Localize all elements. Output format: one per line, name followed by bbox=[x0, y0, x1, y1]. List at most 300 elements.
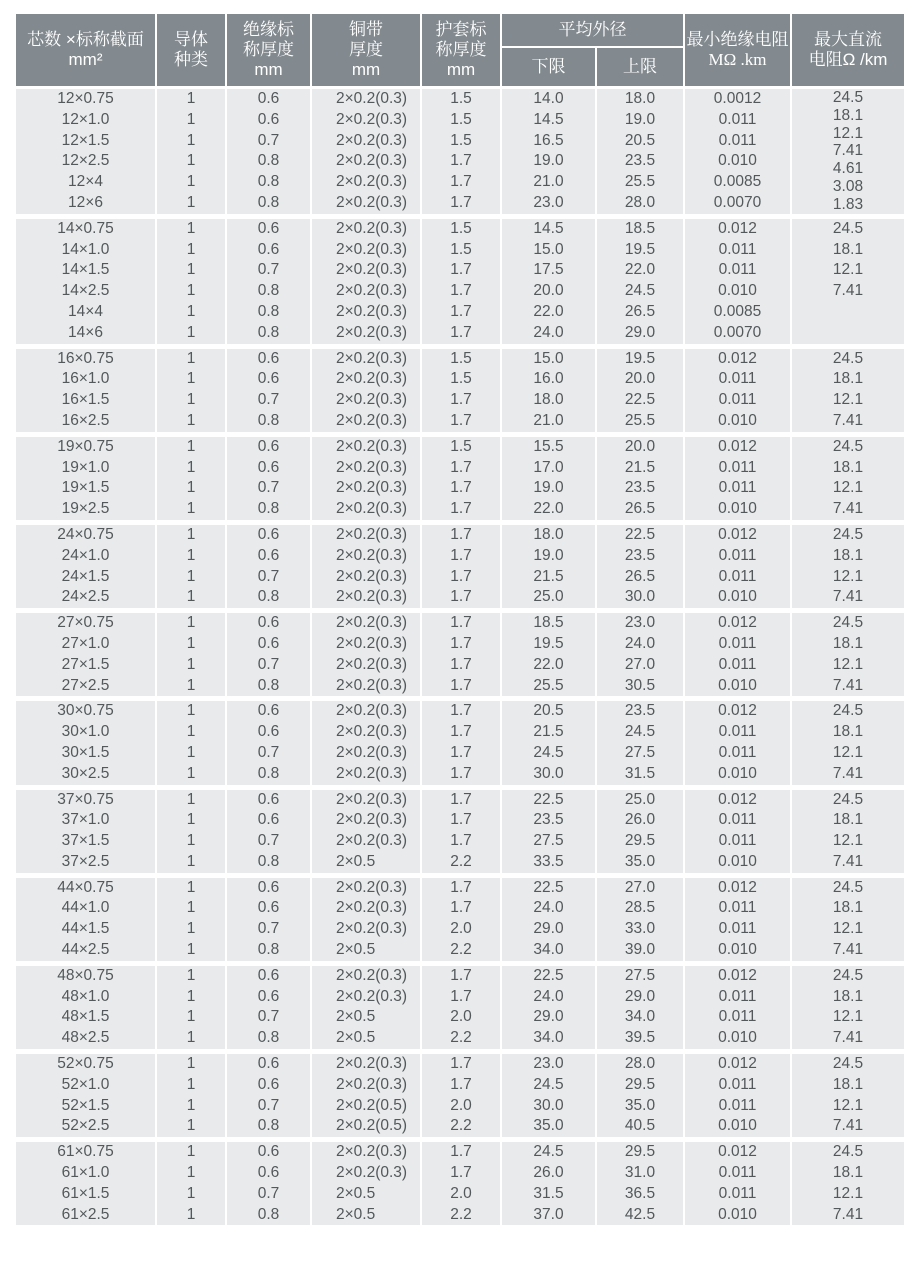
cell-copper-tape-thickness: 2×0.2(0.3) bbox=[312, 966, 420, 987]
cell-od-upper: 23.5 bbox=[597, 478, 683, 499]
cell-sheath-thickness: 1.7 bbox=[422, 676, 500, 697]
cell-conductor-type: 1 bbox=[157, 240, 225, 261]
cell-min-insulation-resistance: 0.011 bbox=[685, 722, 790, 743]
cell-min-insulation-resistance: 0.011 bbox=[685, 1184, 790, 1205]
cell-insulation-thickness: 0.7 bbox=[227, 260, 310, 281]
cell-min-insulation-resistance: 0.010 bbox=[685, 587, 790, 608]
cell-min-insulation-resistance: 0.010 bbox=[685, 852, 790, 873]
cell-sheath-thickness: 1.7 bbox=[422, 172, 500, 193]
cell-od-lower: 24.5 bbox=[502, 1075, 595, 1096]
cell-copper-tape-thickness: 2×0.2(0.3) bbox=[312, 369, 420, 390]
cell-min-insulation-resistance: 0.011 bbox=[685, 567, 790, 588]
cell-copper-tape-thickness: 2×0.2(0.3) bbox=[312, 722, 420, 743]
cell-insulation-thickness: 0.6 bbox=[227, 878, 310, 899]
cell-insulation-thickness: 0.8 bbox=[227, 193, 310, 214]
cell-copper-tape-thickness: 2×0.2(0.3) bbox=[312, 634, 420, 655]
cell-max-dc-resistance: 24.5 bbox=[792, 219, 904, 240]
cell-od-upper: 29.5 bbox=[597, 1075, 683, 1096]
max-dc-resistance-value: 18.1 bbox=[832, 106, 864, 124]
cell-min-insulation-resistance: 0.012 bbox=[685, 1054, 790, 1075]
table-row bbox=[16, 546, 904, 567]
cell-insulation-thickness: 0.7 bbox=[227, 131, 310, 152]
cell-od-lower: 22.0 bbox=[502, 302, 595, 323]
cell-conductor-type: 1 bbox=[157, 587, 225, 608]
cell-sheath-thickness: 1.7 bbox=[422, 281, 500, 302]
cell-max-dc-resistance: 12.1 bbox=[792, 390, 904, 411]
cell-sheath-thickness: 1.7 bbox=[422, 151, 500, 172]
cell-od-upper: 28.0 bbox=[597, 1054, 683, 1075]
cell-min-insulation-resistance: 0.012 bbox=[685, 437, 790, 458]
cell-conductor-type: 1 bbox=[157, 437, 225, 458]
cell-min-insulation-resistance: 0.011 bbox=[685, 131, 790, 152]
table-row bbox=[16, 655, 904, 676]
cell-insulation-thickness: 0.7 bbox=[227, 567, 310, 588]
cell-od-lower: 20.5 bbox=[502, 701, 595, 722]
cell-od-upper: 25.5 bbox=[597, 411, 683, 432]
cell-insulation-thickness: 0.6 bbox=[227, 790, 310, 811]
cell-conductor-type: 1 bbox=[157, 634, 225, 655]
cell-conductor-type: 1 bbox=[157, 764, 225, 785]
cell-conductor-type: 1 bbox=[157, 546, 225, 567]
table-row bbox=[16, 302, 904, 323]
cell-od-upper: 28.5 bbox=[597, 898, 683, 919]
header-cores-cross-section bbox=[16, 14, 155, 86]
table-row bbox=[16, 1205, 904, 1226]
cell-od-lower: 16.0 bbox=[502, 369, 595, 390]
cell-conductor-type: 1 bbox=[157, 458, 225, 479]
cell-sheath-thickness: 1.5 bbox=[422, 131, 500, 152]
cell-max-dc-resistance bbox=[792, 302, 904, 323]
cell-min-insulation-resistance: 0.011 bbox=[685, 898, 790, 919]
cell-min-insulation-resistance: 0.012 bbox=[685, 790, 790, 811]
cell-od-lower: 25.0 bbox=[502, 587, 595, 608]
cell-sheath-thickness: 1.7 bbox=[422, 655, 500, 676]
cell-od-lower: 19.0 bbox=[502, 478, 595, 499]
cell-max-dc-resistance: 18.1 bbox=[792, 369, 904, 390]
cell-max-dc-resistance: 12.1 bbox=[792, 919, 904, 940]
cell-copper-tape-thickness: 2×0.5 bbox=[312, 1028, 420, 1049]
spec-group-27 bbox=[16, 608, 904, 696]
cell-sheath-thickness: 2.0 bbox=[422, 919, 500, 940]
cell-copper-tape-thickness: 2×0.2(0.3) bbox=[312, 655, 420, 676]
cell-od-upper: 29.5 bbox=[597, 831, 683, 852]
cell-sheath-thickness: 1.7 bbox=[422, 1075, 500, 1096]
cell-conductor-type: 1 bbox=[157, 1163, 225, 1184]
cell-min-insulation-resistance: 0.0012 bbox=[685, 89, 790, 110]
cell-od-upper: 26.5 bbox=[597, 499, 683, 520]
cell-conductor-type: 1 bbox=[157, 193, 225, 214]
cell-sheath-thickness: 2.2 bbox=[422, 1116, 500, 1137]
table-row bbox=[16, 1163, 904, 1184]
spec-group-12 bbox=[16, 86, 904, 214]
cell-sheath-thickness: 2.2 bbox=[422, 852, 500, 873]
cell-sheath-thickness: 2.0 bbox=[422, 1096, 500, 1117]
cell-insulation-thickness: 0.8 bbox=[227, 940, 310, 961]
table-row bbox=[16, 919, 904, 940]
cell-od-lower: 24.0 bbox=[502, 323, 595, 344]
cell-sheath-thickness: 1.7 bbox=[422, 1054, 500, 1075]
cell-copper-tape-thickness: 2×0.2(0.5) bbox=[312, 1116, 420, 1137]
header-sheath-thickness: 护套标 称厚度 mm bbox=[422, 14, 500, 86]
cell-conductor-type: 1 bbox=[157, 260, 225, 281]
cell-min-insulation-resistance: 0.0070 bbox=[685, 193, 790, 214]
cell-spec: 44×1.5 bbox=[16, 919, 155, 940]
spec-group-52 bbox=[16, 1049, 904, 1137]
cell-od-upper: 20.5 bbox=[597, 131, 683, 152]
cell-od-upper: 24.0 bbox=[597, 634, 683, 655]
table-row bbox=[16, 281, 904, 302]
cell-od-upper: 31.5 bbox=[597, 764, 683, 785]
cell-conductor-type: 1 bbox=[157, 1028, 225, 1049]
cell-spec: 30×2.5 bbox=[16, 764, 155, 785]
cell-od-upper: 24.5 bbox=[597, 722, 683, 743]
cell-od-lower: 18.5 bbox=[502, 613, 595, 634]
cell-copper-tape-thickness: 2×0.5 bbox=[312, 852, 420, 873]
cell-max-dc-resistance: 12.1 bbox=[792, 1184, 904, 1205]
cell-min-insulation-resistance: 0.010 bbox=[685, 281, 790, 302]
cell-conductor-type: 1 bbox=[157, 411, 225, 432]
table-row bbox=[16, 898, 904, 919]
cell-max-dc-resistance: 18.1 bbox=[792, 987, 904, 1008]
cell-od-upper: 18.5 bbox=[597, 219, 683, 240]
cell-spec: 61×0.75 bbox=[16, 1142, 155, 1163]
spec-group-24 bbox=[16, 520, 904, 608]
cell-sheath-thickness: 1.5 bbox=[422, 89, 500, 110]
cell-copper-tape-thickness: 2×0.2(0.3) bbox=[312, 1142, 420, 1163]
cell-copper-tape-thickness: 2×0.2(0.3) bbox=[312, 810, 420, 831]
table-row bbox=[16, 1075, 904, 1096]
cell-sheath-thickness: 1.7 bbox=[422, 390, 500, 411]
cell-sheath-thickness: 1.7 bbox=[422, 831, 500, 852]
header-od-upper-limit: 上限 bbox=[597, 48, 683, 86]
cell-min-insulation-resistance: 0.010 bbox=[685, 676, 790, 697]
cell-copper-tape-thickness: 2×0.2(0.3) bbox=[312, 790, 420, 811]
cell-copper-tape-thickness: 2×0.5 bbox=[312, 1007, 420, 1028]
cell-conductor-type: 1 bbox=[157, 831, 225, 852]
cell-conductor-type: 1 bbox=[157, 987, 225, 1008]
cell-insulation-thickness: 0.6 bbox=[227, 634, 310, 655]
cell-od-lower: 31.5 bbox=[502, 1184, 595, 1205]
cell-spec: 12×1.5 bbox=[16, 131, 155, 152]
cell-max-dc-resistance: 18.1 bbox=[792, 240, 904, 261]
cell-od-upper: 22.5 bbox=[597, 390, 683, 411]
cell-conductor-type: 1 bbox=[157, 1096, 225, 1117]
cell-od-upper: 18.0 bbox=[597, 89, 683, 110]
cell-max-dc-resistance: 24.5 bbox=[792, 613, 904, 634]
cell-min-insulation-resistance: 0.011 bbox=[685, 369, 790, 390]
cell-max-dc-resistance: 7.41 bbox=[792, 676, 904, 697]
cell-copper-tape-thickness: 2×0.2(0.3) bbox=[312, 260, 420, 281]
header-min-insulation-resistance: 最小绝缘电阻 MΩ .km bbox=[685, 14, 790, 86]
cell-sheath-thickness: 2.2 bbox=[422, 940, 500, 961]
table-row bbox=[16, 499, 904, 520]
cell-min-insulation-resistance: 0.012 bbox=[685, 613, 790, 634]
cell-spec: 19×1.0 bbox=[16, 458, 155, 479]
max-dc-resistance-value: 7.41 bbox=[832, 142, 864, 160]
cell-spec: 12×6 bbox=[16, 193, 155, 214]
cell-od-upper: 19.5 bbox=[597, 240, 683, 261]
cell-min-insulation-resistance: 0.011 bbox=[685, 260, 790, 281]
cell-min-insulation-resistance: 0.0070 bbox=[685, 323, 790, 344]
cell-sheath-thickness: 1.7 bbox=[422, 567, 500, 588]
header-cores-unit: mm² bbox=[68, 50, 103, 69]
cell-sheath-thickness: 1.7 bbox=[422, 193, 500, 214]
cell-od-upper: 29.0 bbox=[597, 987, 683, 1008]
cell-insulation-thickness: 0.6 bbox=[227, 1163, 310, 1184]
cell-od-lower: 22.5 bbox=[502, 878, 595, 899]
table-row bbox=[16, 172, 904, 193]
cell-max-dc-resistance: 7.41 bbox=[792, 587, 904, 608]
cell-sheath-thickness: 1.7 bbox=[422, 898, 500, 919]
max-dc-resistance-value: 4.61 bbox=[832, 160, 864, 178]
header-copper-tape-thickness: 铜带 厚度 mm bbox=[312, 14, 420, 86]
cell-conductor-type: 1 bbox=[157, 390, 225, 411]
cell-spec: 16×0.75 bbox=[16, 349, 155, 370]
cell-insulation-thickness: 0.6 bbox=[227, 966, 310, 987]
cell-min-insulation-resistance: 0.011 bbox=[685, 655, 790, 676]
cell-sheath-thickness: 1.7 bbox=[422, 302, 500, 323]
cell-od-lower: 21.5 bbox=[502, 567, 595, 588]
cell-max-dc-resistance: 12.1 bbox=[792, 743, 904, 764]
cell-min-insulation-resistance: 0.010 bbox=[685, 151, 790, 172]
spec-group-19 bbox=[16, 432, 904, 520]
table-row bbox=[16, 790, 904, 811]
cell-copper-tape-thickness: 2×0.2(0.3) bbox=[312, 764, 420, 785]
table-row bbox=[16, 701, 904, 722]
table-row bbox=[16, 131, 904, 152]
cell-max-dc-resistance: 12.1 bbox=[792, 1096, 904, 1117]
cell-sheath-thickness: 1.7 bbox=[422, 587, 500, 608]
cell-sheath-thickness: 1.7 bbox=[422, 810, 500, 831]
cell-min-insulation-resistance: 0.011 bbox=[685, 987, 790, 1008]
cell-od-lower: 22.0 bbox=[502, 499, 595, 520]
cell-max-dc-resistance: 7.41 bbox=[792, 411, 904, 432]
cell-max-dc-resistance: 18.1 bbox=[792, 458, 904, 479]
cell-insulation-thickness: 0.8 bbox=[227, 852, 310, 873]
cell-od-upper: 39.5 bbox=[597, 1028, 683, 1049]
spec-group-16 bbox=[16, 344, 904, 432]
cell-od-lower: 18.0 bbox=[502, 525, 595, 546]
cell-od-lower: 15.0 bbox=[502, 349, 595, 370]
cell-conductor-type: 1 bbox=[157, 919, 225, 940]
cell-od-upper: 42.5 bbox=[597, 1205, 683, 1226]
cell-sheath-thickness: 1.7 bbox=[422, 1142, 500, 1163]
cell-copper-tape-thickness: 2×0.2(0.3) bbox=[312, 193, 420, 214]
header-cores-line1: 芯数 ×标称截面 bbox=[27, 30, 144, 49]
cell-max-dc-resistance: 7.41 bbox=[792, 940, 904, 961]
cell-od-upper: 36.5 bbox=[597, 1184, 683, 1205]
cell-sheath-thickness: 2.0 bbox=[422, 1184, 500, 1205]
cell-copper-tape-thickness: 2×0.2(0.3) bbox=[312, 878, 420, 899]
cell-sheath-thickness: 1.7 bbox=[422, 525, 500, 546]
cell-sheath-thickness: 1.7 bbox=[422, 411, 500, 432]
cell-sheath-thickness: 1.7 bbox=[422, 722, 500, 743]
cell-copper-tape-thickness: 2×0.2(0.3) bbox=[312, 281, 420, 302]
cell-sheath-thickness: 1.7 bbox=[422, 323, 500, 344]
cell-insulation-thickness: 0.8 bbox=[227, 499, 310, 520]
cell-copper-tape-thickness: 2×0.2(0.3) bbox=[312, 743, 420, 764]
cell-od-lower: 15.0 bbox=[502, 240, 595, 261]
cell-sheath-thickness: 1.5 bbox=[422, 349, 500, 370]
cell-copper-tape-thickness: 2×0.2(0.3) bbox=[312, 240, 420, 261]
cell-sheath-thickness: 1.7 bbox=[422, 966, 500, 987]
table-row bbox=[16, 525, 904, 546]
cell-conductor-type: 1 bbox=[157, 722, 225, 743]
cell-conductor-type: 1 bbox=[157, 966, 225, 987]
cell-max-dc-resistance: 18.1 bbox=[792, 1075, 904, 1096]
cell-spec: 52×1.5 bbox=[16, 1096, 155, 1117]
table-row bbox=[16, 613, 904, 634]
cell-min-insulation-resistance: 0.011 bbox=[685, 546, 790, 567]
cell-spec: 14×2.5 bbox=[16, 281, 155, 302]
table-row bbox=[16, 1007, 904, 1028]
cell-insulation-thickness: 0.7 bbox=[227, 919, 310, 940]
cell-spec: 24×1.0 bbox=[16, 546, 155, 567]
cell-od-lower: 24.5 bbox=[502, 743, 595, 764]
cell-od-upper: 22.0 bbox=[597, 260, 683, 281]
cell-min-insulation-resistance: 0.010 bbox=[685, 1205, 790, 1226]
table-row bbox=[16, 390, 904, 411]
cell-od-upper: 27.0 bbox=[597, 655, 683, 676]
cell-sheath-thickness: 1.7 bbox=[422, 546, 500, 567]
cell-od-lower: 17.5 bbox=[502, 260, 595, 281]
cell-od-upper: 23.0 bbox=[597, 613, 683, 634]
cell-min-insulation-resistance: 0.010 bbox=[685, 1028, 790, 1049]
cell-insulation-thickness: 0.8 bbox=[227, 587, 310, 608]
cell-spec: 37×0.75 bbox=[16, 790, 155, 811]
cell-sheath-thickness: 1.7 bbox=[422, 613, 500, 634]
cell-sheath-thickness: 1.7 bbox=[422, 878, 500, 899]
cell-min-insulation-resistance: 0.012 bbox=[685, 1142, 790, 1163]
cell-insulation-thickness: 0.6 bbox=[227, 1054, 310, 1075]
cell-insulation-thickness: 0.8 bbox=[227, 281, 310, 302]
cell-spec: 14×0.75 bbox=[16, 219, 155, 240]
cell-min-insulation-resistance: 0.012 bbox=[685, 349, 790, 370]
cell-od-lower: 30.0 bbox=[502, 764, 595, 785]
cell-od-upper: 34.0 bbox=[597, 1007, 683, 1028]
cell-od-lower: 15.5 bbox=[502, 437, 595, 458]
table-row bbox=[16, 940, 904, 961]
cell-od-lower: 20.0 bbox=[502, 281, 595, 302]
table-row bbox=[16, 478, 904, 499]
cell-spec: 52×1.0 bbox=[16, 1075, 155, 1096]
table-row bbox=[16, 722, 904, 743]
table-header bbox=[16, 14, 904, 86]
cell-od-upper: 21.5 bbox=[597, 458, 683, 479]
cell-conductor-type: 1 bbox=[157, 1116, 225, 1137]
cell-min-insulation-resistance: 0.011 bbox=[685, 1007, 790, 1028]
cell-max-dc-resistance: 24.5 bbox=[792, 966, 904, 987]
cell-od-lower: 35.0 bbox=[502, 1116, 595, 1137]
table-row bbox=[16, 852, 904, 873]
cell-od-lower: 30.0 bbox=[502, 1096, 595, 1117]
cell-conductor-type: 1 bbox=[157, 1142, 225, 1163]
table-row bbox=[16, 587, 904, 608]
cell-max-dc-resistance: 12.1 bbox=[792, 567, 904, 588]
cell-copper-tape-thickness: 2×0.2(0.3) bbox=[312, 411, 420, 432]
cell-od-upper: 23.5 bbox=[597, 546, 683, 567]
cell-conductor-type: 1 bbox=[157, 567, 225, 588]
cell-od-upper: 25.0 bbox=[597, 790, 683, 811]
cell-min-insulation-resistance: 0.011 bbox=[685, 743, 790, 764]
cell-od-upper: 23.5 bbox=[597, 701, 683, 722]
cell-copper-tape-thickness: 2×0.5 bbox=[312, 940, 420, 961]
cell-insulation-thickness: 0.6 bbox=[227, 437, 310, 458]
cell-spec: 27×1.5 bbox=[16, 655, 155, 676]
cell-od-upper: 25.5 bbox=[597, 172, 683, 193]
cell-sheath-thickness: 1.5 bbox=[422, 219, 500, 240]
cell-copper-tape-thickness: 2×0.2(0.3) bbox=[312, 172, 420, 193]
cell-min-insulation-resistance: 0.011 bbox=[685, 634, 790, 655]
cell-max-dc-resistance: 24.5 bbox=[792, 790, 904, 811]
cell-od-lower: 19.0 bbox=[502, 151, 595, 172]
table-row bbox=[16, 437, 904, 458]
table-row bbox=[16, 966, 904, 987]
table-row bbox=[16, 567, 904, 588]
cell-od-lower: 21.0 bbox=[502, 411, 595, 432]
cell-spec: 27×1.0 bbox=[16, 634, 155, 655]
max-dc-resistance-value: 12.1 bbox=[832, 124, 864, 142]
cell-spec: 19×0.75 bbox=[16, 437, 155, 458]
cell-spec: 61×1.0 bbox=[16, 1163, 155, 1184]
cell-od-upper: 26.5 bbox=[597, 567, 683, 588]
cell-max-dc-resistance: 12.1 bbox=[792, 260, 904, 281]
cell-min-insulation-resistance: 0.0085 bbox=[685, 172, 790, 193]
cell-od-lower: 22.0 bbox=[502, 655, 595, 676]
cell-spec: 16×1.5 bbox=[16, 390, 155, 411]
table-row bbox=[16, 1116, 904, 1137]
spec-group-30 bbox=[16, 696, 904, 784]
cell-conductor-type: 1 bbox=[157, 852, 225, 873]
cell-insulation-thickness: 0.8 bbox=[227, 1205, 310, 1226]
cell-od-upper: 33.0 bbox=[597, 919, 683, 940]
cell-conductor-type: 1 bbox=[157, 369, 225, 390]
cell-sheath-thickness: 1.5 bbox=[422, 369, 500, 390]
table-row bbox=[16, 369, 904, 390]
cell-max-dc-resistance: 24.5 bbox=[792, 525, 904, 546]
cell-sheath-thickness: 1.5 bbox=[422, 437, 500, 458]
cell-od-upper: 28.0 bbox=[597, 193, 683, 214]
cell-spec: 14×4 bbox=[16, 302, 155, 323]
cell-spec: 16×2.5 bbox=[16, 411, 155, 432]
cell-min-insulation-resistance: 0.011 bbox=[685, 1075, 790, 1096]
cell-max-dc-resistance: 12.1 bbox=[792, 478, 904, 499]
table-row bbox=[16, 110, 904, 131]
cell-conductor-type: 1 bbox=[157, 499, 225, 520]
cell-max-dc-resistance: 24.5 bbox=[792, 1054, 904, 1075]
cell-copper-tape-thickness: 2×0.2(0.3) bbox=[312, 613, 420, 634]
cell-insulation-thickness: 0.6 bbox=[227, 525, 310, 546]
cell-conductor-type: 1 bbox=[157, 323, 225, 344]
cell-spec: 48×2.5 bbox=[16, 1028, 155, 1049]
cell-spec: 14×1.5 bbox=[16, 260, 155, 281]
cell-sheath-thickness: 2.2 bbox=[422, 1205, 500, 1226]
cell-spec: 27×2.5 bbox=[16, 676, 155, 697]
cell-od-lower: 29.0 bbox=[502, 919, 595, 940]
cell-od-upper: 27.5 bbox=[597, 966, 683, 987]
cell-max-dc-resistance: 24.5 bbox=[792, 1142, 904, 1163]
table-row bbox=[16, 764, 904, 785]
cell-copper-tape-thickness: 2×0.2(0.3) bbox=[312, 1054, 420, 1075]
cell-insulation-thickness: 0.6 bbox=[227, 458, 310, 479]
cell-spec: 16×1.0 bbox=[16, 369, 155, 390]
cell-max-dc-resistance: 18.1 bbox=[792, 546, 904, 567]
cell-spec: 48×1.5 bbox=[16, 1007, 155, 1028]
cell-conductor-type: 1 bbox=[157, 878, 225, 899]
cell-copper-tape-thickness: 2×0.2(0.3) bbox=[312, 1163, 420, 1184]
cell-conductor-type: 1 bbox=[157, 940, 225, 961]
cell-copper-tape-thickness: 2×0.2(0.3) bbox=[312, 151, 420, 172]
